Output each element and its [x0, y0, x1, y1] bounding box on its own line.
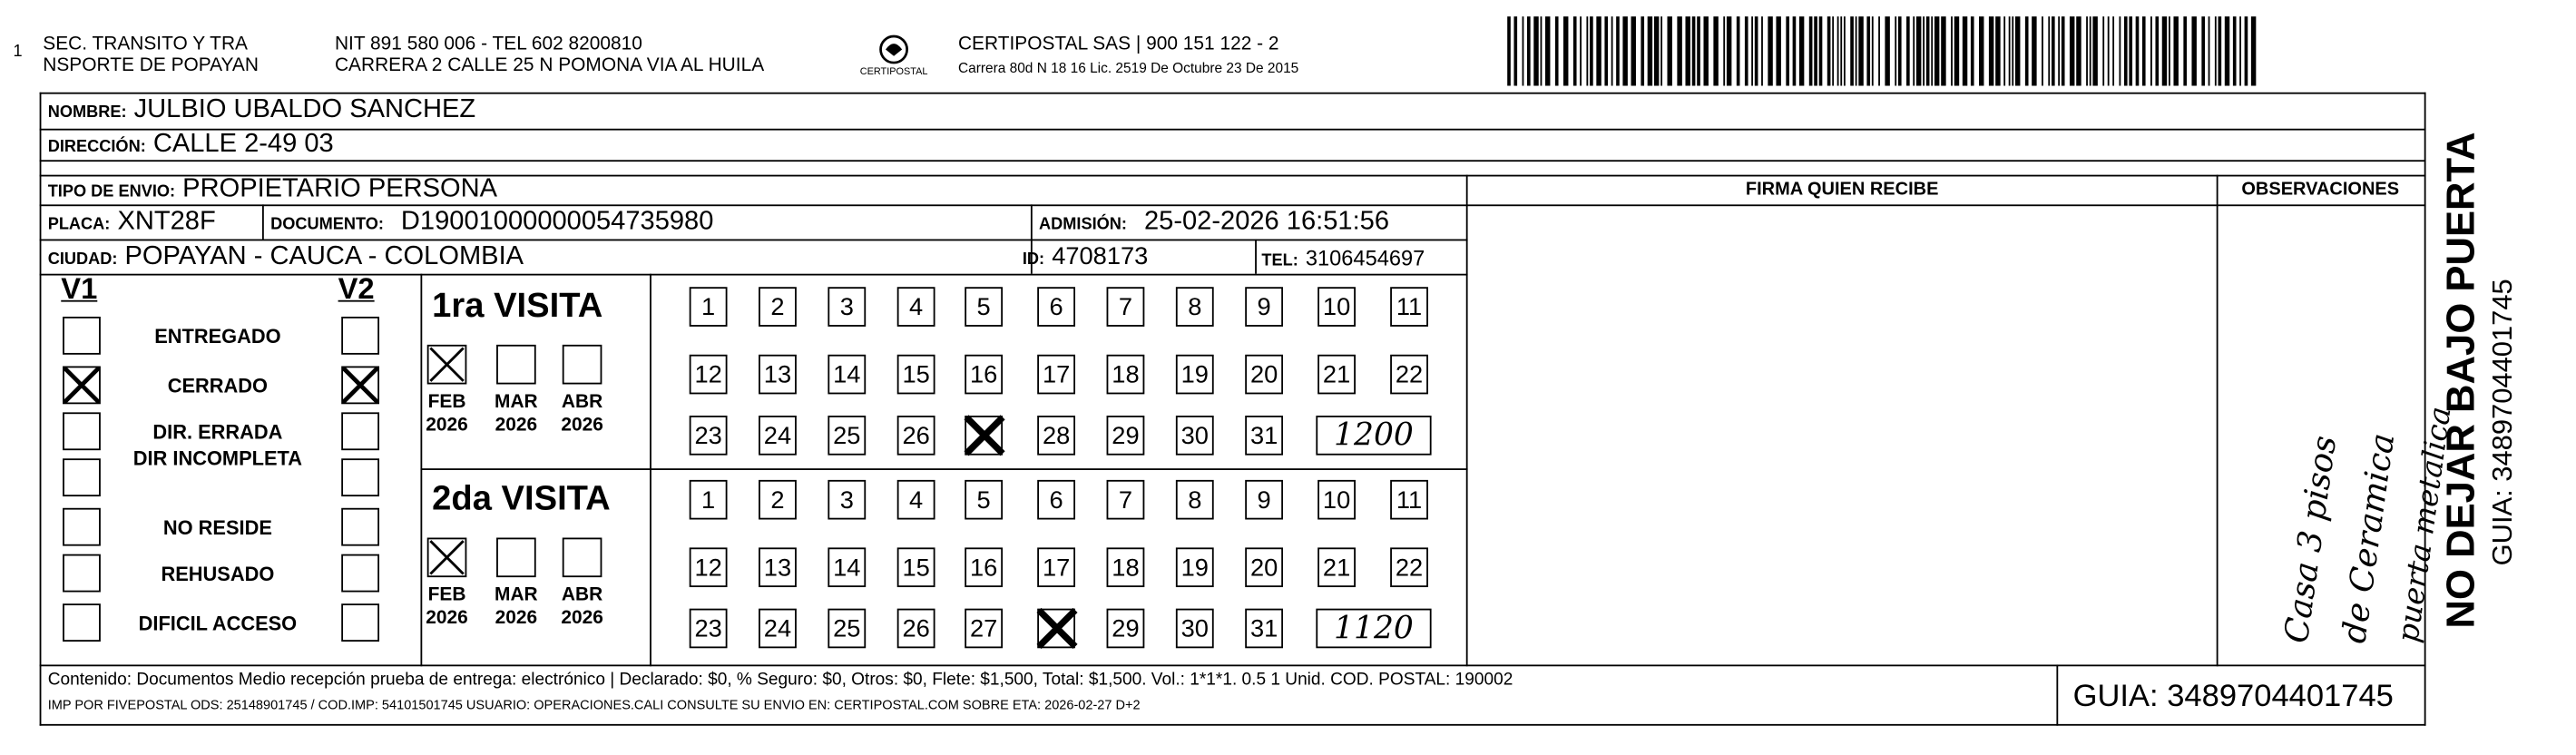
recipient-phone: 3106454697	[1305, 245, 1425, 271]
day-box[interactable]: 1	[690, 480, 728, 520]
firma-header: FIRMA QUIEN RECIBE	[1745, 180, 1939, 200]
courier-line: CERTIPOSTAL SAS | 900 151 122 - 2	[957, 34, 1279, 54]
status-label: ENTREGADO	[154, 325, 281, 348]
day-box[interactable]: 7	[1107, 480, 1145, 520]
day-box[interactable]: 5	[965, 480, 1003, 520]
day-box[interactable]: 30	[1176, 416, 1214, 456]
v1-label: V1	[61, 271, 98, 306]
month-label: FEB 2026	[426, 585, 468, 629]
day-box[interactable]: 10	[1317, 480, 1356, 520]
day-box[interactable]: 9	[1245, 480, 1283, 520]
recipient-id: 4708173	[1052, 242, 1149, 271]
day-box[interactable]: 15	[897, 547, 935, 587]
day-box[interactable]: 31	[1245, 416, 1283, 456]
day-box[interactable]: 23	[690, 416, 728, 456]
month-label: ABR 2026	[561, 392, 603, 436]
observation-note: Casa 3 pisos de Ceramica puerta metalica	[2276, 404, 2459, 646]
month-label: FEB 2026	[426, 392, 468, 436]
svg-text:CERTIPOSTAL: CERTIPOSTAL	[859, 65, 928, 77]
placa-field: PLACA: XNT28F	[47, 208, 216, 236]
day-box[interactable]: 20	[1245, 547, 1283, 587]
signature-area[interactable]	[1469, 208, 2215, 663]
status-label: REHUSADO	[161, 562, 275, 586]
status-label: DIR INCOMPLETA	[132, 446, 303, 470]
day-box[interactable]: 13	[759, 355, 797, 395]
admission-datetime: 25-02-2026 16:51:56	[1143, 208, 1390, 236]
direccion-row: DIRECCIÓN: CALLE 2-49 03	[47, 130, 334, 159]
day-box[interactable]: 24	[759, 609, 797, 649]
tel-field: TEL: 3106454697	[1261, 245, 1425, 271]
visit1-title: 1ra VISITA	[432, 287, 603, 326]
month-label: MAR 2026	[495, 585, 538, 629]
side-warning: NO DEJAR BAJO PUERTA	[2439, 132, 2484, 629]
document-number: D19001000000054735980	[400, 208, 714, 236]
address-line: CARRERA 2 CALLE 25 N POMONA VIA AL HUILA	[334, 55, 765, 76]
day-box[interactable]: 8	[1176, 287, 1214, 327]
day-box[interactable]: 3	[828, 480, 866, 520]
footer-print-info: IMP POR FIVEPOSTAL ODS: 25148901745 / COD.IMP: 54101501745 USUARIO: OPERACIONES.CALI CONSULTE SU ENVIO EN: CERTIPOSTAL.COM SOBRE ETA: 2026-02-27 D+2	[47, 697, 1141, 713]
day-box[interactable]: 14	[828, 547, 866, 587]
day-box[interactable]: 20	[1245, 355, 1283, 395]
day-box[interactable]: 16	[965, 547, 1003, 587]
status-label: DIFICIL ACCESO	[138, 612, 298, 635]
observaciones-header: OBSERVACIONES	[2241, 180, 2400, 200]
day-box[interactable]: 23	[690, 609, 728, 649]
day-box[interactable]: 5	[965, 287, 1003, 327]
day-box[interactable]: 11	[1390, 287, 1428, 327]
documento-field: DOCUMENTO: D19001000000054735980	[270, 208, 714, 236]
status-label: NO RESIDE	[162, 515, 272, 540]
day-box[interactable]: 22	[1390, 355, 1428, 395]
v2-checkbox[interactable]	[341, 508, 379, 546]
plate-number: XNT28F	[117, 208, 216, 236]
visit2-title: 2da VISITA	[432, 479, 611, 518]
day-box[interactable]	[965, 416, 1003, 456]
day-box[interactable]: 21	[1317, 547, 1356, 587]
month-checkbox[interactable]	[496, 538, 536, 578]
day-box[interactable]: 4	[897, 480, 935, 520]
day-box[interactable]: 7	[1107, 287, 1145, 327]
day-box[interactable]: 19	[1176, 355, 1214, 395]
v2-checkbox[interactable]	[341, 554, 379, 593]
day-box[interactable]: 12	[690, 355, 728, 395]
month-checkbox[interactable]	[427, 345, 467, 385]
day-box[interactable]: 18	[1107, 547, 1145, 587]
admision-field: ADMISIÓN: 25-02-2026 16:51:56	[1039, 208, 1390, 236]
day-box[interactable]: 25	[828, 609, 866, 649]
page-mark: 1	[13, 43, 23, 62]
day-box[interactable]: 4	[897, 287, 935, 327]
certipostal-logo	[845, 33, 944, 79]
day-box[interactable]: 2	[759, 480, 797, 520]
visit-time-box[interactable]	[1316, 609, 1431, 649]
company-name-line1: SEC. TRANSITO Y TRA	[43, 34, 248, 54]
city: POPAYAN - CAUCA - COLOMBIA	[124, 242, 524, 271]
day-box[interactable]: 6	[1037, 480, 1075, 520]
day-box[interactable]: 17	[1037, 547, 1075, 587]
side-guia: GUIA: 3489704401745	[2486, 279, 2519, 566]
recipient-name: JULBIO UBALDO SANCHEZ	[133, 95, 476, 124]
footer-guia: GUIA: 3489704401745	[2072, 679, 2394, 714]
month-label: MAR 2026	[495, 392, 538, 436]
v2-checkbox[interactable]	[341, 412, 379, 450]
day-box[interactable]: 31	[1245, 609, 1283, 649]
day-box[interactable]: 1	[690, 287, 728, 327]
v2-label: V2	[338, 271, 375, 306]
day-box[interactable]: 24	[759, 416, 797, 456]
day-box[interactable]: 26	[897, 609, 935, 649]
day-box[interactable]: 21	[1317, 355, 1356, 395]
license-line: Carrera 80d N 18 16 Lic. 2519 De Octubre 23 De 2015	[957, 59, 1299, 76]
day-box[interactable]: 30	[1176, 609, 1214, 649]
month-label: ABR 2026	[561, 585, 603, 629]
day-box[interactable]: 11	[1390, 480, 1428, 520]
id-field: ID: 4708173	[1022, 242, 1149, 271]
day-box[interactable]: 18	[1107, 355, 1145, 395]
nit-line: NIT 891 580 006 - TEL 602 8200810	[334, 34, 642, 54]
month-checkbox[interactable]	[496, 345, 536, 385]
month-checkbox[interactable]	[563, 538, 602, 578]
ciudad-row: CIUDAD: POPAYAN - CAUCA - COLOMBIA	[47, 242, 524, 271]
day-box[interactable]: 16	[965, 355, 1003, 395]
recipient-address: CALLE 2-49 03	[152, 130, 334, 159]
status-label: CERRADO	[167, 374, 269, 398]
day-box[interactable]: 6	[1037, 287, 1075, 327]
v2-checkbox[interactable]	[341, 603, 379, 642]
day-box[interactable]: 29	[1107, 416, 1145, 456]
nombre-row: NOMBRE: JULBIO UBALDO SANCHEZ	[47, 95, 476, 124]
barcode	[1507, 16, 2256, 85]
day-box[interactable]: 10	[1317, 287, 1356, 327]
day-box[interactable]: 19	[1176, 547, 1214, 587]
day-box[interactable]: 15	[897, 355, 935, 395]
day-box[interactable]: 22	[1390, 547, 1428, 587]
footer-content: Contenido: Documentos Medio recepción prueba de entrega: electrónico | Declarado: $0, % Seguro: $0, Otros: $0, Flete: $1,500, Total: $1,500. Vol.: 1*1*1. 0.5 1 Unid. COD. POSTAL: 190002	[47, 669, 1513, 690]
visit-time: 1120	[1334, 610, 1414, 647]
status-label: DIR. ERRADA	[152, 420, 283, 444]
day-box[interactable]: 27	[965, 609, 1003, 649]
day-box[interactable]: 12	[690, 547, 728, 587]
v2-checkbox[interactable]	[341, 366, 379, 404]
day-box[interactable]	[1037, 609, 1075, 649]
day-box[interactable]: 28	[1037, 416, 1075, 456]
visit-time-box[interactable]	[1316, 416, 1431, 456]
day-box[interactable]: 2	[759, 287, 797, 327]
month-checkbox[interactable]	[563, 345, 602, 385]
month-checkbox[interactable]	[427, 538, 467, 578]
day-box[interactable]: 8	[1176, 480, 1214, 520]
company-name-line2: NSPORTE DE POPAYAN	[43, 55, 259, 76]
day-box[interactable]: 29	[1107, 609, 1145, 649]
day-box[interactable]: 14	[828, 355, 866, 395]
v2-checkbox[interactable]	[341, 317, 379, 355]
visit-time: 1200	[1334, 417, 1414, 454]
shipment-type: PROPIETARIO PERSONA	[182, 174, 498, 203]
day-box[interactable]: 26	[897, 416, 935, 456]
v2-checkbox[interactable]	[341, 458, 379, 496]
tipo-envio-row: TIPO DE ENVIO: PROPIETARIO PERSONA	[47, 174, 498, 203]
day-box[interactable]: 3	[828, 287, 866, 327]
day-box[interactable]: 17	[1037, 355, 1075, 395]
day-box[interactable]: 13	[759, 547, 797, 587]
day-box[interactable]: 9	[1245, 287, 1283, 327]
day-box[interactable]: 25	[828, 416, 866, 456]
